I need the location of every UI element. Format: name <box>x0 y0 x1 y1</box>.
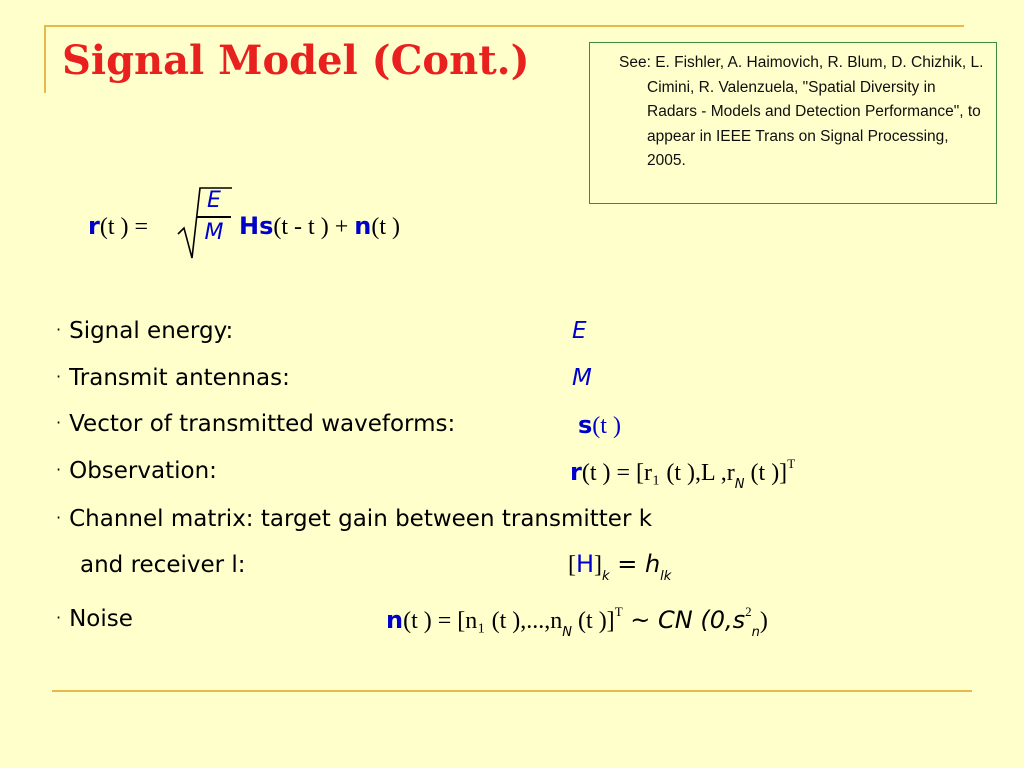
left-accent-line <box>44 25 46 93</box>
bullet-label: Noise <box>69 606 133 632</box>
bullet-label: Signal energy: <box>69 318 234 344</box>
symbol-r: r <box>570 458 582 486</box>
eq-hs: Hs <box>239 212 274 240</box>
main-equation-left <box>88 212 148 241</box>
h-sub-k: k <box>602 569 610 584</box>
bullet-channel-continuation: and receiver l: <box>80 552 246 578</box>
channel-equation <box>568 550 672 584</box>
noise-end: (t )] <box>572 608 615 634</box>
sigma-sub: n <box>751 625 760 640</box>
bullet-channel-matrix <box>56 506 652 532</box>
sigma-sup: 2 <box>745 604 752 619</box>
symbol-s: s <box>578 411 593 439</box>
noise-sub: N <box>562 625 573 640</box>
bullet-observation <box>56 458 217 484</box>
bullet-noise <box>56 606 133 632</box>
eq-n-arg: (t ) <box>371 214 400 240</box>
bullet-dot: · <box>56 460 62 479</box>
bullet-signal-energy <box>56 318 233 344</box>
noise-close: ) <box>759 608 768 634</box>
bullet-label: Observation: <box>69 458 217 484</box>
symbol-n: n <box>386 606 404 634</box>
citation-text: See: E. Fishler, A. Haimovich, R. Blum, D. Chizhik, L. Cimini, R. Valenzuela, "Spatial Diversity in Radars - Models and Detection Performance", to appear in IEEE Trans on Signal Processing, 2005. <box>619 54 984 169</box>
bullet-dot: · <box>56 508 62 527</box>
slide-title: Signal Model (Cont.) <box>62 37 530 84</box>
main-equation-right <box>239 212 400 241</box>
value-e: E <box>572 318 587 344</box>
value-s-of-t <box>578 411 621 440</box>
bullet-label: Channel matrix: target gain between transmitter k <box>69 506 653 532</box>
value-m: M <box>572 365 592 391</box>
noise-sup: T <box>614 604 623 619</box>
fraction-e-over-m <box>197 188 231 246</box>
h-open-bracket: [ <box>568 552 576 578</box>
noise-rest: (t ) = [n₁ (t ),...,n <box>403 608 563 634</box>
bullet-label: Transmit antennas: <box>69 365 290 391</box>
symbol-h-matrix: H <box>576 550 595 578</box>
bullet-dot: · <box>56 413 62 432</box>
bullet-dot: · <box>56 320 62 339</box>
frac-numerator: E <box>207 188 221 213</box>
bullet-label: Vector of transmitted waveforms: <box>69 411 456 437</box>
h-close-bracket: ] <box>594 552 603 578</box>
bullet-waveforms <box>56 411 455 437</box>
top-divider <box>44 25 964 27</box>
obs-sub: N <box>734 477 745 492</box>
noise-equation <box>386 604 768 640</box>
h-rhs: = h <box>609 550 661 578</box>
noise-dist: ~ CN (0,s <box>622 606 746 634</box>
symbol-s-arg: (t ) <box>592 413 621 439</box>
bottom-divider <box>52 690 972 692</box>
citation-box <box>589 42 997 204</box>
eq-n: n <box>354 212 372 240</box>
obs-sup: T <box>787 456 796 471</box>
frac-denominator: M <box>204 219 224 245</box>
eq-hs-arg: (t - t ) + <box>273 214 349 240</box>
observation-equation <box>570 456 796 492</box>
h-sub-lk: lk <box>660 569 672 584</box>
fraction-bar <box>197 216 231 218</box>
obs-rest: (t ) = [r₁ (t ),L ,r <box>581 460 735 486</box>
obs-end: (t )] <box>744 460 788 486</box>
bullet-transmit-antennas <box>56 365 290 391</box>
bullet-dot: · <box>56 367 62 386</box>
eq-lhs-arg: (t ) = <box>99 214 149 240</box>
bullet-dot: · <box>56 608 62 627</box>
eq-r: r <box>88 212 100 240</box>
